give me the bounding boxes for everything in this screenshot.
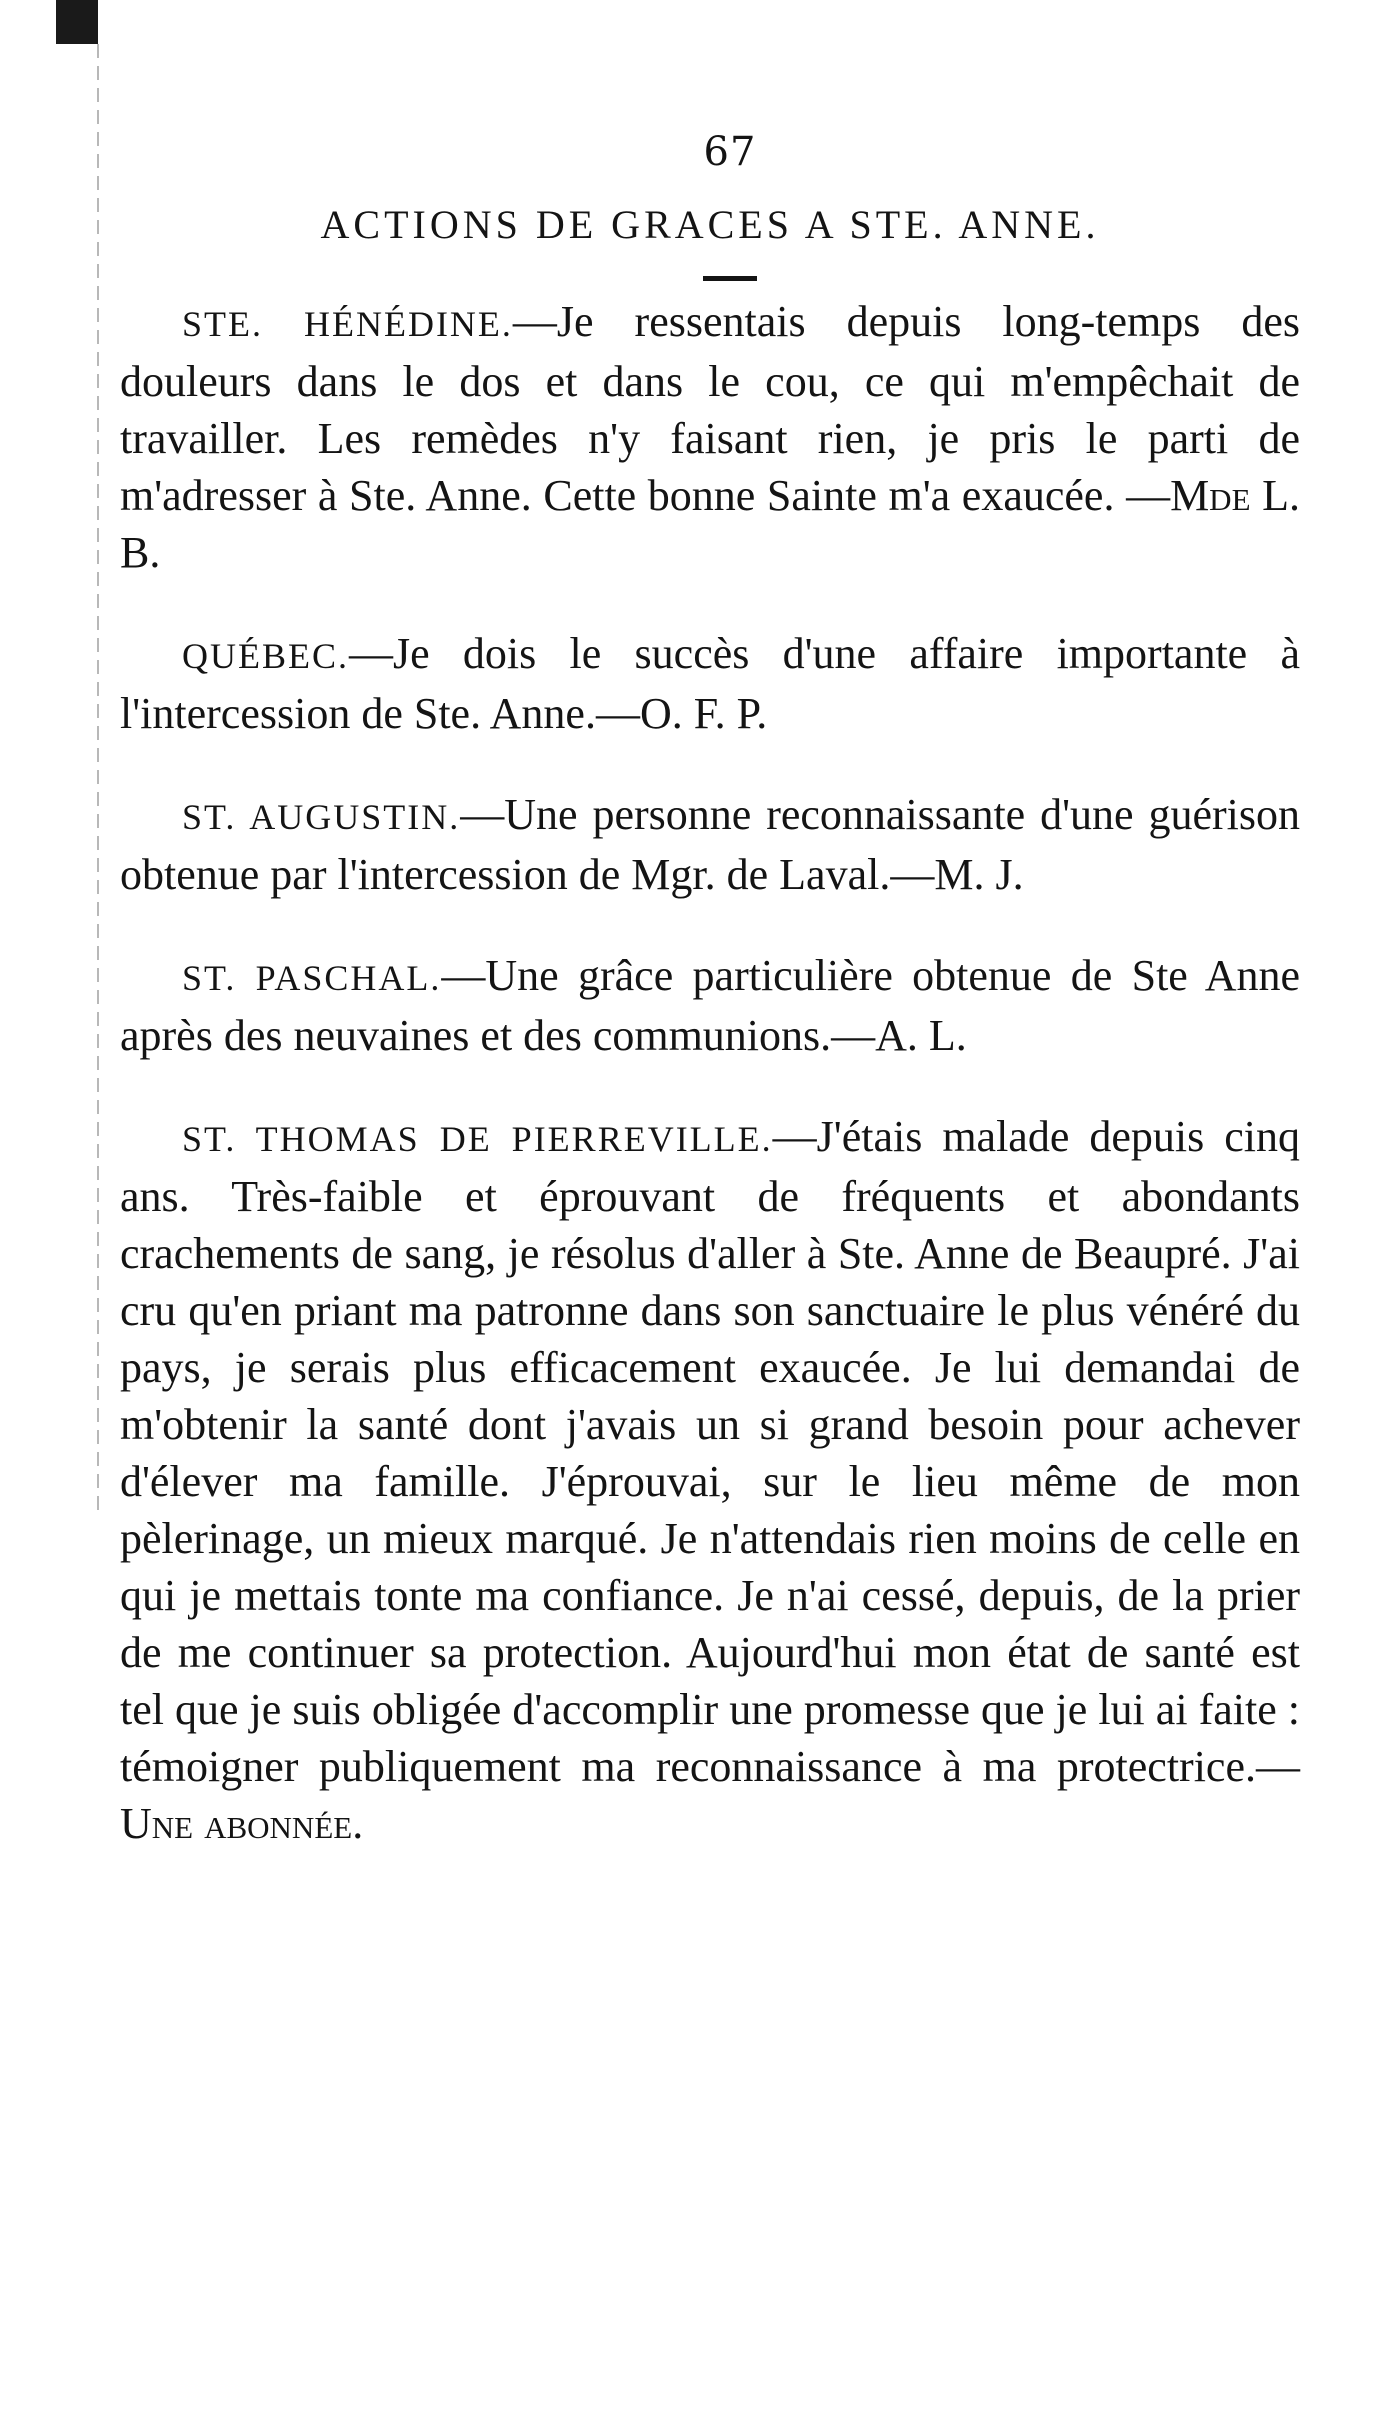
entry-signature: —M. J. bbox=[890, 850, 1024, 899]
entry-place: ST. THOMAS DE PIERREVILLE. bbox=[182, 1119, 773, 1159]
entry-text: —Une grâce particulière obtenue de Ste Anne après des neuvaines et des communions. bbox=[120, 951, 1301, 1060]
entry-st-paschal bbox=[120, 947, 1300, 1064]
entry-place: ST. PASCHAL. bbox=[182, 958, 442, 998]
entry-text: —Je dois le succès d'une affaire importante à l'intercession de Ste. Anne. bbox=[120, 629, 1300, 738]
title-divider bbox=[703, 276, 757, 281]
entry-text: —Je ressentais depuis long-temps des douleurs dans le dos et dans le cou, ce qui m'empêchait de travailler. Les remèdes n'y faisant rien, je pris le parti de m'adresser à Ste. Anne. Cette bonne Sainte m'a exaucée. bbox=[120, 297, 1301, 520]
entry-place: STE. HÉNÉDINE. bbox=[182, 304, 513, 344]
entry-text: —J'étais malade depuis cinq ans. Très-faible et éprouvant de fréquents et abondants crachements de sang, je résolus d'aller à Ste. Anne de Beaupré. J'ai cru qu'en priant ma patronne dans son sanctuaire le plus vénéré du pays, je serais plus efficacement exaucée. Je lui demandai de m'obtenir la santé dont j'avais un si grand besoin pour achever d'élever ma famille. J'éprouvai, sur le lieu même de mon pèlerinage, un mieux marqué. Je n'attendais rien moins de celle en qui je mettais tonte ma confiance. Je n'ai cessé, depuis, de la prier de me continuer sa protection. Aujourd'hui mon état de santé est tel que je suis obligée d'accomplir une promesse que je lui ai faite : témoigner publiquement ma reconnaissance à ma protectrice. bbox=[120, 1112, 1300, 1791]
entry-signature: —Une abonnée. bbox=[120, 1742, 1300, 1848]
entry-ste-henedine bbox=[120, 293, 1300, 581]
entry-signature: —Mde L. B. bbox=[120, 471, 1300, 577]
entry-place: ST. AUGUSTIN. bbox=[182, 797, 461, 837]
entry-quebec bbox=[120, 625, 1300, 742]
entry-st-thomas-de-pierreville bbox=[120, 1108, 1300, 1852]
entry-place: QUÉBEC. bbox=[182, 636, 349, 676]
entry-signature: —A. L. bbox=[831, 1011, 967, 1060]
entry-text: —Une personne reconnaissante d'une guérison obtenue par l'intercession de Mgr. de Laval. bbox=[120, 790, 1300, 899]
scan-corner-mark bbox=[56, 0, 98, 44]
page-title: ACTIONS DE GRACES A STE. ANNE. bbox=[320, 202, 1100, 247]
page-number: 67 bbox=[703, 129, 757, 175]
scan-margin-line bbox=[97, 44, 99, 1514]
entry-signature: —O. F. P. bbox=[595, 689, 768, 738]
entry-st-augustin bbox=[120, 786, 1300, 903]
document-page bbox=[120, 128, 1300, 1896]
